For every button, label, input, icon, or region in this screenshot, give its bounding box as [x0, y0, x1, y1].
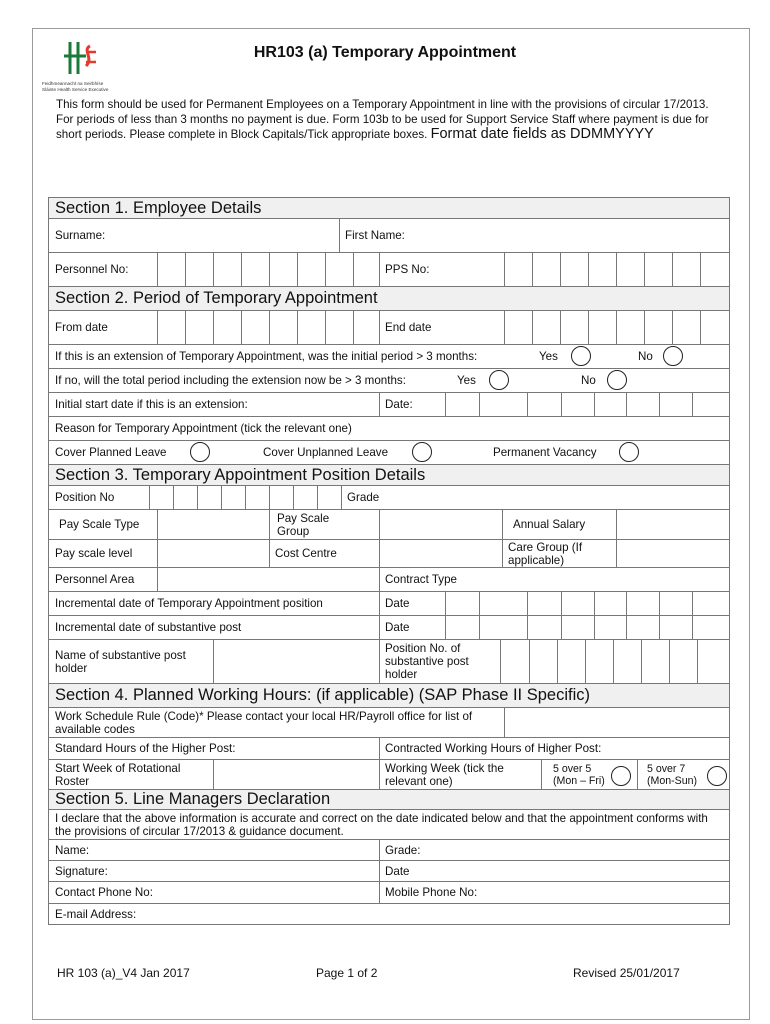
contracted-hours-label: Contracted Working Hours of Higher Post:: [385, 742, 602, 755]
page-title: HR103 (a) Temporary Appointment: [253, 44, 517, 61]
total-yes-label: Yes: [457, 374, 476, 387]
pay-scale-level-label: Pay scale level: [55, 547, 133, 560]
cover-unplanned-radio[interactable]: [412, 442, 432, 462]
annual-salary-label: Annual Salary: [513, 518, 586, 531]
email-label: E-mail Address:: [55, 907, 137, 921]
section-3-heading: Section 3. Temporary Appointment Position Details: [48, 464, 730, 485]
extension-row: [48, 344, 730, 368]
surname-row: [48, 218, 730, 252]
pps-no-label: PPS No:: [385, 263, 430, 276]
substantive-row: [48, 639, 730, 683]
five-over-five-text: 5 over 5 (Mon – Fri): [553, 763, 605, 787]
cover-planned-label: Cover Planned Leave: [55, 446, 167, 459]
incremental-temp-date-label: Date: [385, 597, 410, 610]
surname-label: Surname:: [55, 229, 106, 242]
personnel-area-row: [48, 567, 730, 591]
extension-yes-label: Yes: [539, 350, 558, 363]
pay-scale-type-label: Pay Scale Type: [59, 518, 140, 531]
rotational-roster-row: [48, 759, 730, 789]
name-grade-row: [48, 839, 730, 860]
intro-text: This form should be used for Permanent Employees on a Temporary Appointment in line with the provisions of circular 17/2013. For periods of less than 3 months no payment is due. Form 103b to be used for Support Service Staff where payment is due for short periods. Please complete in Block Capitals/Tick appropriate boxes. Format date fields as DDMMYYYY: [56, 98, 709, 142]
section-4-heading: Section 4. Planned Working Hours: (if applicable) (SAP Phase II Specific): [48, 683, 730, 707]
phone-row: [48, 881, 730, 903]
initial-start-label: Initial start date if this is an extension:: [55, 398, 248, 411]
extension-no-label: No: [638, 350, 653, 363]
signature-date-label: Date: [385, 864, 410, 878]
work-schedule-row: [48, 707, 730, 737]
incremental-temp-label: Incremental date of Temporary Appointment position: [55, 597, 323, 610]
manager-grade-label: Grade:: [385, 843, 421, 857]
section-5-heading: Section 5. Line Managers Declaration: [48, 789, 730, 809]
permanent-vacancy-label: Permanent Vacancy: [493, 446, 597, 459]
working-week-label: Working Week (tick the relevant one): [385, 761, 504, 788]
five-over-seven-radio[interactable]: [707, 766, 727, 786]
section-1-heading: Section 1. Employee Details: [48, 197, 730, 218]
total-no-label: No: [581, 374, 596, 387]
manager-name-label: Name:: [55, 843, 90, 857]
substantive-position-no-label: Position No. of substantive post holder: [385, 642, 469, 681]
grade-label: Grade: [347, 491, 380, 504]
first-name-label: First Name:: [345, 229, 405, 242]
extension-question: If this is an extension of Temporary Appointment, was the initial period > 3 months:: [55, 350, 478, 363]
position-no-label: Position No: [55, 491, 115, 504]
cover-unplanned-label: Cover Unplanned Leave: [263, 446, 389, 459]
total-period-row: [48, 368, 730, 392]
standard-hours-label: Standard Hours of the Higher Post:: [55, 742, 236, 755]
section-2-heading: Section 2. Period of Temporary Appointment: [48, 286, 730, 310]
five-over-seven-text: 5 over 7 (Mon-Sun): [647, 763, 698, 787]
personnel-no-label: Personnel No:: [55, 263, 129, 276]
contract-type-label: Contract Type: [385, 573, 457, 586]
total-yes-radio[interactable]: [489, 370, 509, 390]
hours-row: [48, 737, 730, 759]
contact-phone-label: Contact Phone No:: [55, 886, 153, 899]
total-period-question: If no, will the total period including the extension now be > 3 months:: [55, 374, 406, 387]
work-schedule-label: Work Schedule Rule (Code)* Please contact your local HR/Payroll office for list of available codes: [55, 709, 473, 736]
reason-row: [48, 416, 730, 440]
reason-options-row: [48, 440, 730, 464]
initial-date-label: Date:: [385, 398, 413, 411]
svg-text:HSE: HSE: [42, 50, 45, 51]
declaration-row: [48, 809, 730, 839]
pay-scale-level-row: [48, 539, 730, 567]
cost-centre-label: Cost Centre: [275, 547, 337, 560]
extension-yes-radio[interactable]: [571, 346, 591, 366]
incremental-subst-row: [48, 615, 730, 639]
declaration-text: I declare that the above information is accurate and correct on the date indicated below and that the appointment conforms with the provisions of circular 17/2013 & guidance document.: [55, 811, 708, 838]
signature-label: Signature:: [55, 864, 108, 878]
signature-row: [48, 860, 730, 881]
personnel-area-label: Personnel Area: [55, 573, 135, 586]
total-no-radio[interactable]: [607, 370, 627, 390]
personnel-row: [48, 252, 730, 286]
substantive-name-label: Name of substantive post holder: [55, 648, 186, 675]
incremental-subst-date-label: Date: [385, 621, 410, 634]
cover-planned-radio[interactable]: [190, 442, 210, 462]
from-date-label: From date: [55, 321, 108, 334]
care-group-label: Care Group (If applicable): [508, 540, 583, 567]
start-week-label: Start Week of Rotational Roster: [55, 761, 181, 788]
email-row: [48, 903, 730, 925]
dates-row: [48, 310, 730, 344]
incremental-subst-label: Incremental date of substantive post: [55, 621, 242, 634]
extension-no-radio[interactable]: [663, 346, 683, 366]
reason-label: Reason for Temporary Appointment (tick the relevant one): [55, 422, 352, 435]
pay-scale-type-row: [48, 509, 730, 539]
five-over-five-radio[interactable]: [611, 766, 631, 786]
permanent-vacancy-radio[interactable]: [619, 442, 639, 462]
position-no-row: [48, 485, 730, 509]
mobile-phone-label: Mobile Phone No:: [385, 886, 478, 899]
pay-scale-group-label: Pay Scale Group: [277, 511, 330, 538]
footer-page: Page 1 of 2: [316, 966, 378, 980]
end-date-label: End date: [385, 321, 432, 334]
logo-caption: Feidhmeannacht na Seirbhíse Sláinte Health Service Executive: [42, 81, 109, 92]
incremental-temp-row: [48, 591, 730, 615]
footer-revised: Revised 25/01/2017: [573, 966, 680, 980]
initial-start-row: [48, 392, 730, 416]
footer-version: HR 103 (a)_V4 Jan 2017: [57, 966, 190, 980]
